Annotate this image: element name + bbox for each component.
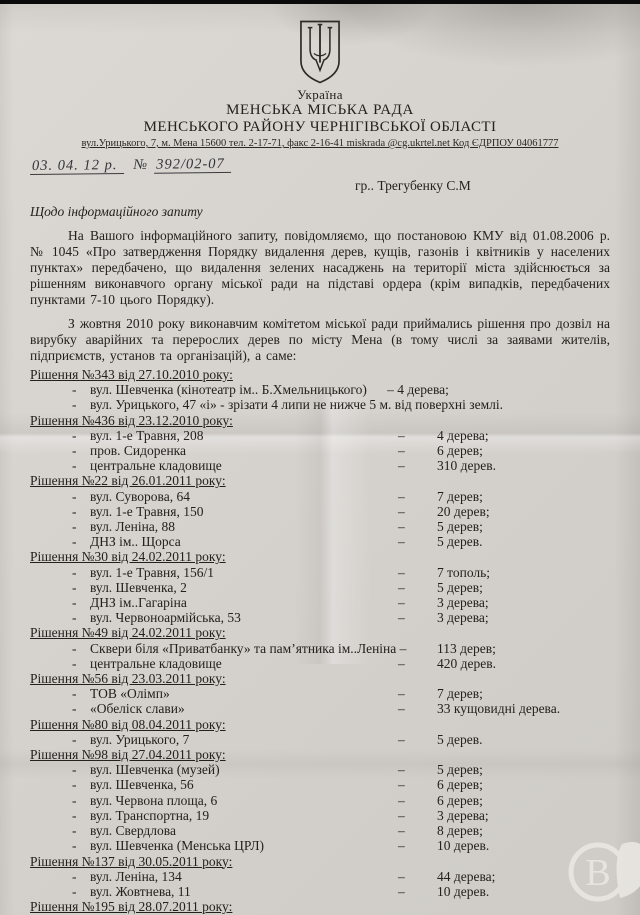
- item-tree-count: – 310 дерев.: [398, 458, 496, 474]
- country-name: Україна: [297, 87, 343, 102]
- org-name-line1: МЕНСЬКА МІСЬКА РАДА: [226, 102, 414, 118]
- decision-heading: Рішення №49 від 24.02.2011 року:: [30, 625, 226, 641]
- decision-item: [30, 610, 610, 625]
- decision-item: [30, 686, 610, 701]
- decision-heading: Рішення №22 від 26.01.2011 року:: [30, 473, 226, 489]
- item-tree-count: – 6 дерев;: [398, 443, 483, 459]
- item-location: вул. Шевченка, 2: [90, 579, 187, 595]
- decision-item: [30, 869, 610, 884]
- item-tree-count: – 33 кущовидні дерева.: [398, 701, 561, 717]
- item-tree-count: – 5 дерев;: [398, 762, 483, 778]
- item-tree-count: – 5 дерев;: [398, 519, 483, 535]
- item-location: вул. Жовтнева, 11: [90, 883, 191, 899]
- decision-section: [30, 367, 610, 413]
- item-location: вул. Транспортна, 19: [90, 807, 210, 823]
- decision-section: [30, 625, 610, 671]
- item-tree-count: – 6 дерев;: [398, 777, 483, 793]
- site-watermark-icon: [560, 834, 640, 915]
- decision-item: [30, 595, 610, 610]
- item-location: центральне кладовище: [90, 458, 222, 474]
- decision-item: [30, 884, 610, 899]
- decision-heading: Рішення №195 від 28.07.2011 року:: [30, 899, 233, 915]
- item-location: вул. Урицького, 47 «і» - зрізати 4 липи не нижче 5 м. від поверхні землі.: [90, 397, 504, 413]
- item-tree-count: – 3 дерева;: [398, 610, 489, 626]
- decision-heading: Рішення №80 від 08.04.2011 року:: [30, 716, 226, 732]
- item-tree-count: – 6 дерев;: [398, 792, 483, 808]
- subject-line: Щодо інформаційного запиту: [30, 204, 203, 219]
- decision-section: [30, 473, 610, 549]
- handwritten-number: 392/02-07: [154, 156, 231, 174]
- decision-heading: Рішення №436 від 23.12.2010 року:: [30, 412, 233, 428]
- decision-item: [30, 534, 610, 549]
- decision-item: [30, 823, 610, 838]
- decision-item: [30, 489, 610, 504]
- decision-section: [30, 747, 610, 853]
- decision-item: [30, 458, 610, 473]
- item-tree-count: – 20 дерев;: [398, 503, 490, 519]
- decision-item: [30, 732, 610, 747]
- decision-item: [30, 397, 610, 412]
- decision-heading: Рішення №343 від 27.10.2010 року:: [30, 367, 233, 382]
- paragraph-decisions-intro: З жовтня 2010 року виконавчим комітетом міської ради приймались рішення про дозвіл на вирубку аварійних та перерослих дерев по місту Мена (в тому числі за заявами жителів, підприємств, установ та організацій), а саме:: [30, 316, 610, 363]
- handwritten-date: 03. 04. 12 р.: [30, 157, 124, 175]
- item-location: вул. Шевченка (кінотеатр ім.. Б.Хмельницького) – 4 дерева;: [90, 382, 449, 398]
- decision-item: [30, 565, 610, 580]
- item-location: вул. 1-е Травня, 208: [90, 427, 204, 443]
- decision-section: [30, 413, 610, 474]
- item-location: вул. Свердлова: [90, 823, 176, 839]
- item-tree-count: – 10 дерев.: [398, 838, 490, 854]
- item-tree-count: – 4 дерева;: [398, 427, 489, 443]
- item-location: вул. Червоноармійська, 53: [90, 610, 241, 626]
- decision-heading: Рішення №30 від 24.02.2011 року:: [30, 549, 226, 565]
- item-location: «Обеліск слави»: [90, 701, 185, 717]
- item-location: вул. Червона площа, 6: [90, 792, 218, 808]
- item-tree-count: – 5 дерев;: [398, 579, 483, 595]
- item-location: вул. Суворова, 64: [90, 488, 190, 504]
- item-location: вул. Урицького, 7: [90, 731, 190, 747]
- decision-item: [30, 580, 610, 595]
- decision-item: [30, 793, 610, 808]
- org-address-line: вул.Урицького, 7, м. Мена 15600 тел. 2-17-71, факс 2-16-41 miskrada @cg.ukrtel.net Код ЄДРПОУ 04061777: [81, 138, 559, 149]
- decision-item: [30, 504, 610, 519]
- decision-item: [30, 762, 610, 777]
- item-tree-count: – 7 тополь;: [398, 564, 491, 580]
- decision-section: [30, 899, 610, 914]
- item-tree-count: – 7 дерев;: [398, 686, 483, 702]
- item-location: центральне кладовище: [90, 655, 222, 671]
- item-location: вул. Шевченка (музей): [90, 762, 220, 778]
- item-location: вул. 1-е Травня, 156/1: [90, 564, 214, 580]
- item-location: вул. Леніна, 134: [90, 868, 182, 884]
- decision-item: [30, 641, 610, 656]
- item-location: вул. Леніна, 88: [90, 519, 176, 535]
- item-tree-count: – 420 дерев.: [398, 655, 496, 671]
- decision-item: [30, 519, 610, 534]
- item-location: Сквери біля «Приватбанку» та пам’ятника ім..Леніна –: [90, 640, 407, 656]
- decision-item: [30, 443, 610, 458]
- item-location: ДНЗ ім..Гагаріна: [90, 595, 187, 611]
- decision-heading: Рішення №56 від 23.03.2011 року:: [30, 671, 226, 687]
- item-tree-count: 113 дерев;: [437, 640, 496, 656]
- decision-item: [30, 382, 610, 397]
- reference-line: [30, 151, 610, 175]
- recipient-line: гр.. Трегубенку С.М: [355, 178, 471, 193]
- org-name-line2: МЕНСЬКОГО РАЙОНУ ЧЕРНІГІВСЬКОЇ ОБЛАСТІ: [143, 118, 497, 135]
- svg-text:В: В: [585, 852, 611, 894]
- item-tree-count: – 10 дерев.: [398, 883, 490, 899]
- decision-section: [30, 854, 610, 900]
- decision-heading: Рішення №137 від 30.05.2011 року:: [30, 853, 233, 869]
- decision-item: [30, 777, 610, 792]
- item-location: пров. Сидоренка: [90, 443, 187, 459]
- decision-section: [30, 671, 610, 717]
- item-tree-count: – 8 дерев;: [398, 823, 483, 839]
- number-sign: №: [133, 156, 149, 173]
- item-tree-count: – 3 дерева;: [398, 807, 489, 823]
- decisions-list: [30, 367, 610, 914]
- decision-item: [30, 701, 610, 716]
- item-tree-count: – 5 дерев.: [398, 731, 483, 747]
- item-location: вул. Шевченка (Менська ЦРЛ): [90, 838, 265, 854]
- decision-item: [30, 808, 610, 823]
- coat-of-arms-trident-icon: [30, 20, 610, 84]
- decision-item: [30, 656, 610, 671]
- item-tree-count: – 5 дерев.: [398, 534, 483, 550]
- item-tree-count: – 44 дерева;: [398, 868, 496, 884]
- item-location: вул. 1-е Травня, 150: [90, 503, 204, 519]
- paragraph-regulation: На Вашого інформаційного запиту, повідомляємо, що постановою КМУ від 01.08.2006 р. № 1045 «Про затвердження Порядку видалення дерев, кущів, газонів і квітників у населених пунктах» передбачено, що видалення зелених насаджень на території міста здійснюється за рішенням виконавчого органу міської ради на підставі ордера (крім випадків, передбачених пунктами 7-10 цього Порядку).: [30, 228, 610, 307]
- decision-section: [30, 549, 610, 625]
- item-tree-count: – 3 дерева;: [398, 595, 489, 611]
- decision-item: [30, 838, 610, 853]
- item-location: ДНЗ ім.. Щорса: [90, 534, 181, 550]
- item-location: вул. Шевченка, 56: [90, 777, 194, 793]
- item-location: ТОВ «Олімп»: [90, 686, 170, 702]
- decision-section: [30, 717, 610, 747]
- letter-page: [0, 4, 640, 915]
- item-tree-count: – 7 дерев;: [398, 488, 483, 504]
- decision-heading: Рішення №98 від 27.04.2011 року:: [30, 747, 226, 763]
- decision-item: [30, 428, 610, 443]
